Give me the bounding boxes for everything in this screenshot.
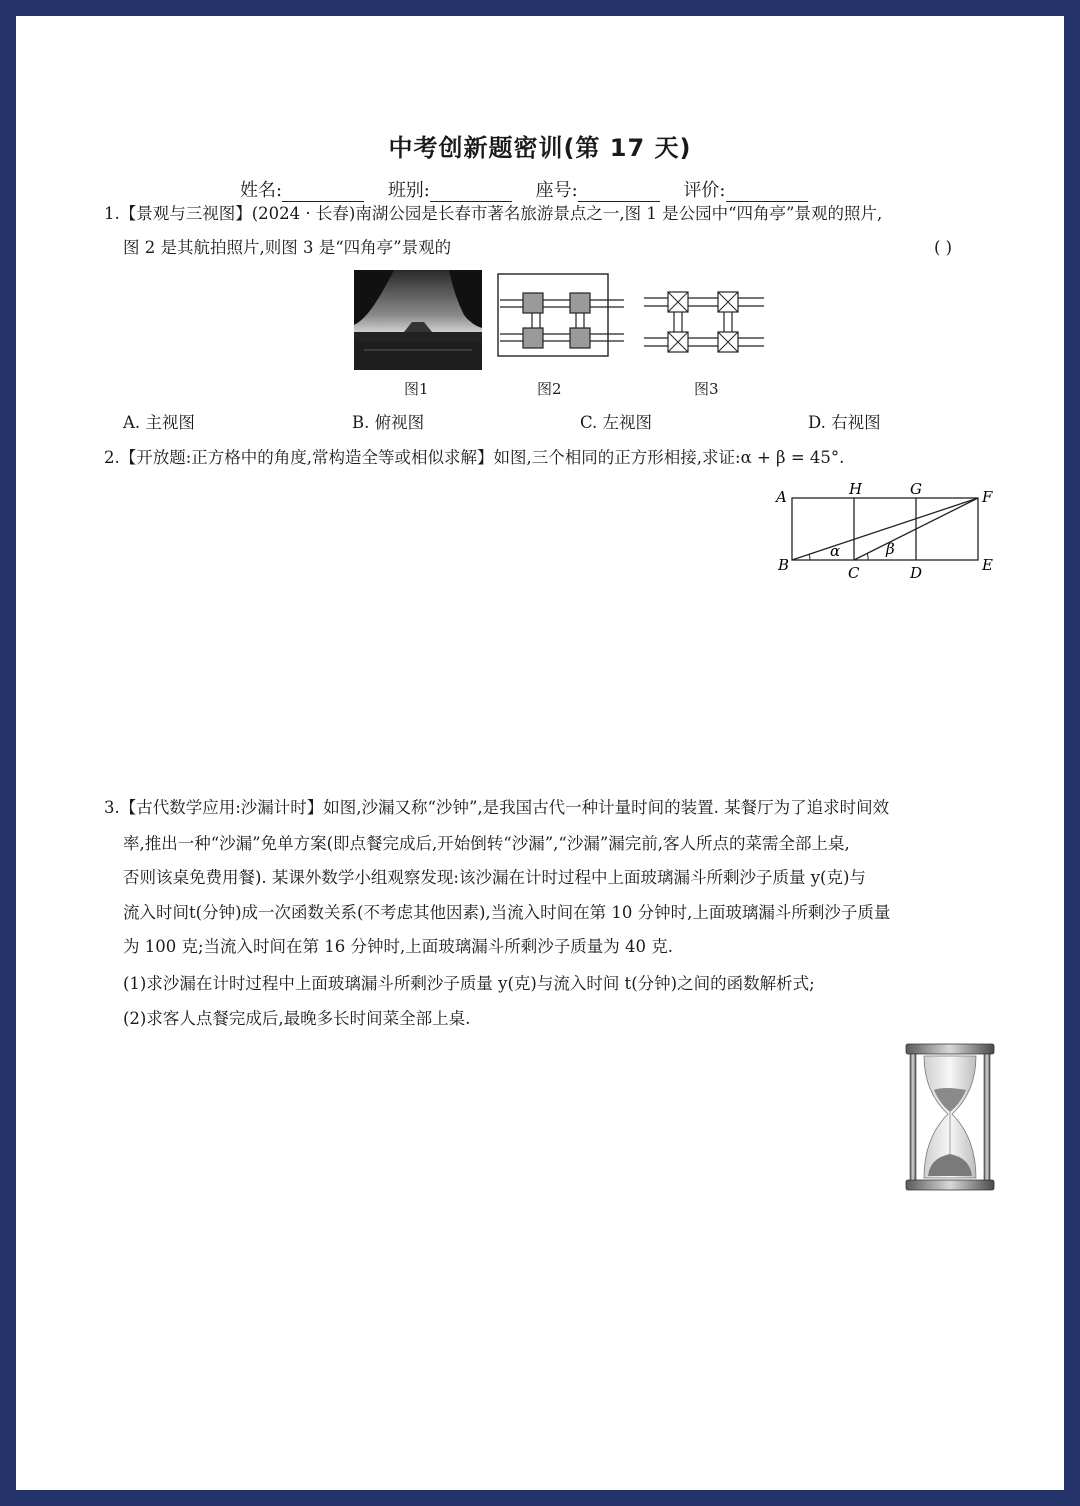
- figure-3-view-drawing: [642, 282, 766, 362]
- point-h-label: H: [849, 480, 863, 498]
- point-c-label: C: [848, 564, 860, 580]
- name-label: 姓名:: [240, 180, 283, 201]
- q1-option-c[interactable]: C. 左视图: [580, 413, 653, 432]
- q1-line1: 1.【景观与三视图】(2024 · 长春)南湖公园是长春市著名旅游景点之一,图 1 是公园中“四角亭”景观的照片,: [104, 204, 883, 223]
- point-b-label: B: [778, 556, 790, 574]
- point-f-label: F: [982, 488, 993, 506]
- point-g-label: G: [910, 480, 922, 498]
- q3-subquestion-2: (2)求客人点餐完成后,最晚多长时间菜全部上桌.: [123, 1009, 471, 1028]
- q3-line1: 3.【古代数学应用:沙漏计时】如图,沙漏又称“沙钟”,是我国古代一种计量时间的装置. 某餐厅为了追求时间效: [104, 798, 890, 817]
- class-label: 班别:: [387, 180, 430, 201]
- figure-1-caption: 图1: [404, 380, 429, 398]
- seat-label: 座号:: [535, 180, 578, 201]
- q1-line2: 图 2 是其航拍照片,则图 3 是“四角亭”景观的: [123, 238, 452, 257]
- q2-text: 2.【开放题:正方格中的角度,常构造全等或相似求解】如图,三个相同的正方形相接,求证:α + β = 45°.: [104, 448, 845, 467]
- hourglass-image: [904, 1042, 996, 1192]
- q1-option-a[interactable]: A. 主视图: [123, 413, 195, 432]
- worksheet-page: [16, 16, 1064, 1490]
- point-a-label: A: [776, 488, 787, 506]
- figure-three-squares: [772, 480, 1002, 580]
- q3-line2: 率,推出一种“沙漏”免单方案(即点餐完成后,开始倒转“沙漏”,“沙漏”漏完前,客人所点的菜需全部上桌,: [123, 834, 850, 853]
- q1-option-b[interactable]: B. 俯视图: [352, 413, 425, 432]
- page-title: 中考创新题密训(第 17 天): [388, 134, 692, 162]
- q1-option-d[interactable]: D. 右视图: [808, 413, 881, 432]
- point-d-label: D: [910, 564, 923, 580]
- figure-1-pavilion-photo: [354, 270, 482, 370]
- q3-line3: 否则该桌免费用餐). 某课外数学小组观察发现:该沙漏在计时过程中上面玻璃漏斗所剩沙子质量 y(克)与: [123, 868, 866, 887]
- q3-line5: 为 100 克;当流入时间在第 16 分钟时,上面玻璃漏斗所剩沙子质量为 40 克.: [123, 937, 674, 956]
- q3-subquestion-1: (1)求沙漏在计时过程中上面玻璃漏斗所剩沙子质量 y(克)与流入时间 t(分钟)之间的函数解析式;: [123, 974, 815, 993]
- angle-alpha-label: α: [830, 542, 841, 560]
- angle-beta-label: β: [886, 540, 895, 558]
- q1-answer-bracket: ( ): [934, 238, 953, 257]
- point-e-label: E: [982, 556, 993, 574]
- grade-label: 评价:: [683, 180, 726, 201]
- figure-3-caption: 图3: [694, 380, 719, 398]
- figure-2-caption: 图2: [537, 380, 562, 398]
- figure-2-aerial-view: [496, 272, 626, 372]
- q3-line4: 流入时间t(分钟)成一次函数关系(不考虑其他因素),当流入时间在第 10 分钟时,上面玻璃漏斗所剩沙子质量: [123, 903, 891, 922]
